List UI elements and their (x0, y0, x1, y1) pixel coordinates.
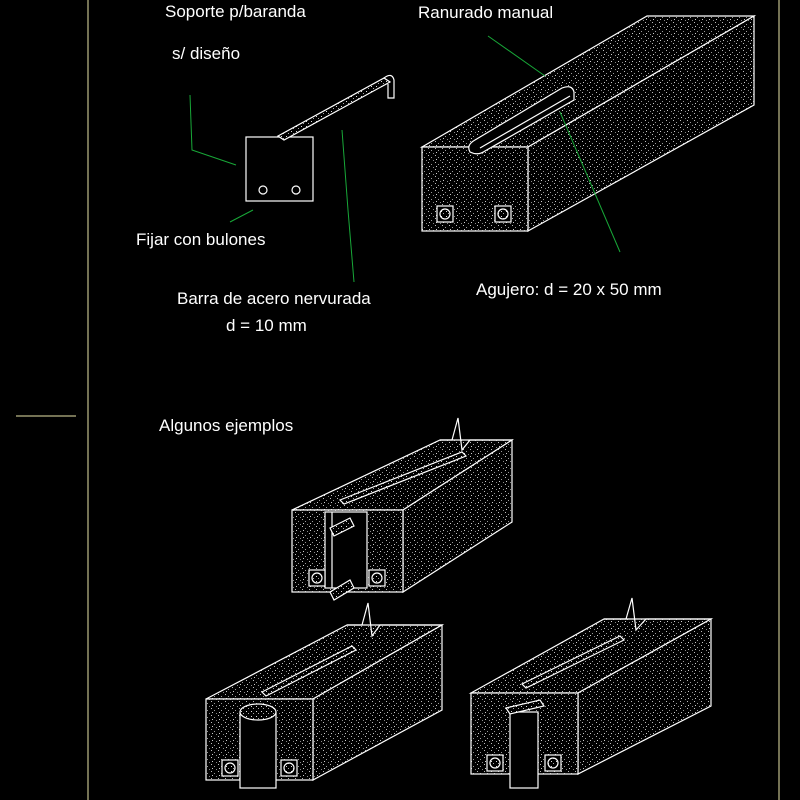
ex1-rebar-right-core (372, 573, 382, 583)
ex2-rebar-left-core (225, 763, 235, 773)
example-beam-1 (292, 418, 512, 600)
bracket-support-detail (246, 75, 394, 201)
leader-fijar (230, 210, 253, 222)
label-disenio: s/ diseño (172, 44, 241, 63)
ex2-post-top (240, 704, 276, 720)
bracket-plate (246, 137, 313, 201)
ribbed-bar (278, 78, 390, 140)
ex3-rebar-right-core (548, 758, 558, 768)
label-barra-line2: d = 10 mm (226, 316, 307, 335)
leader-soporte (190, 95, 236, 165)
label-ranurado: Ranurado manual (418, 3, 554, 22)
leader-ranurado (488, 36, 545, 76)
beam-grooved (422, 16, 754, 231)
example-beam-2 (206, 603, 442, 788)
ex1-rebar-left-core (312, 573, 322, 583)
label-barra-line1: Barra de acero nervurada (177, 289, 371, 308)
label-ejemplos: Algunos ejemplos (159, 416, 294, 435)
label-soporte: Soporte p/baranda (165, 2, 306, 21)
label-fijar: Fijar con bulones (136, 230, 266, 249)
label-agujero: Agujero: d = 20 x 50 mm (476, 280, 662, 299)
example-beam-3 (471, 598, 711, 788)
ex2-post (240, 712, 276, 788)
rebar-right-core (498, 209, 508, 219)
rebar-left-core (440, 209, 450, 219)
ex3-post (510, 712, 538, 788)
ex2-rebar-right-core (284, 763, 294, 773)
leader-barra (342, 130, 354, 282)
ex3-rebar-left-core (490, 758, 500, 768)
